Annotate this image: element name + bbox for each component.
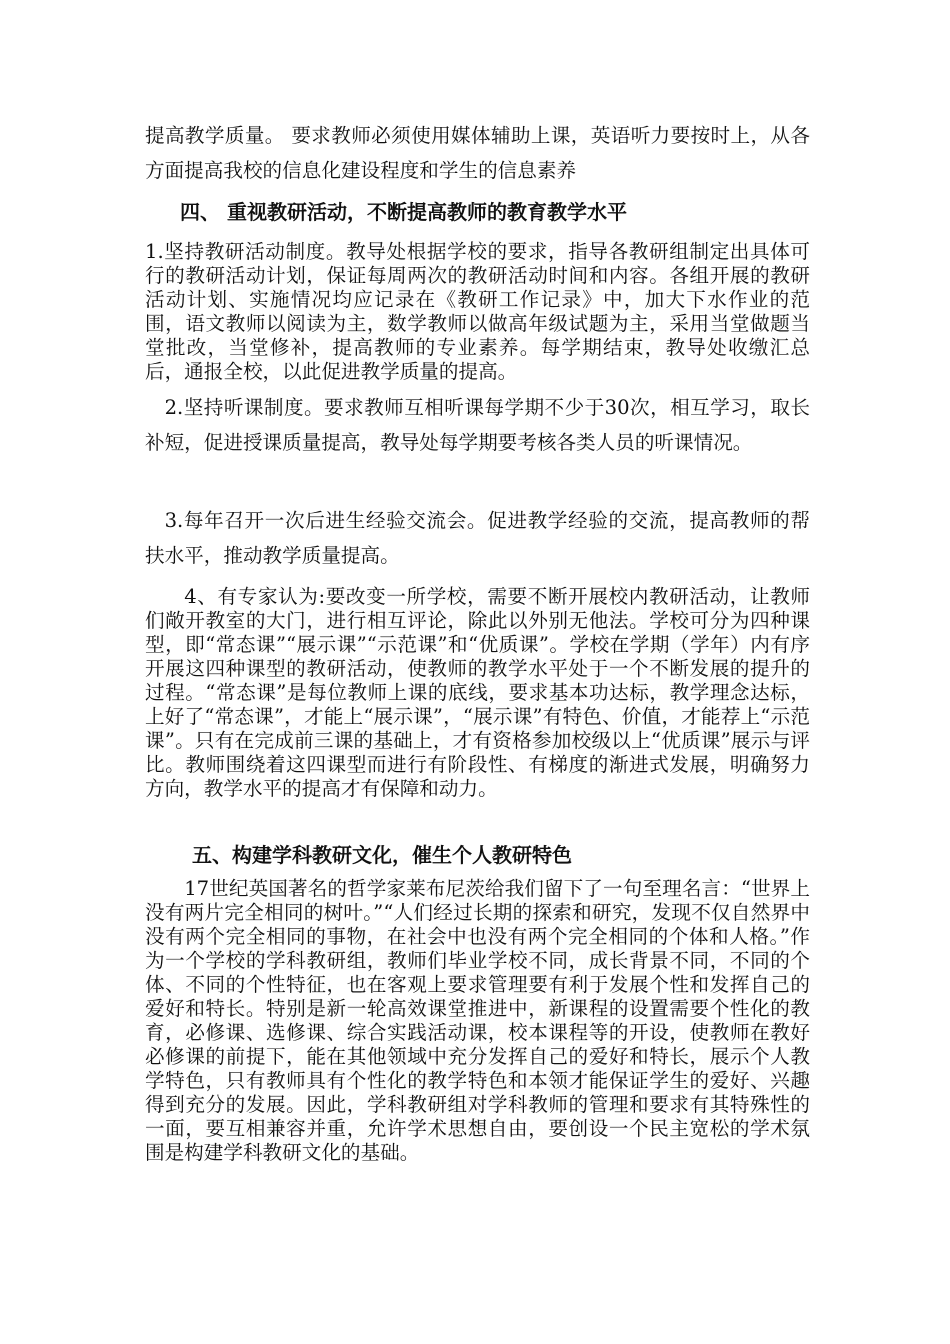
section-four-item-4-block: [145, 585, 810, 801]
section-four-item-2: 2.坚持听课制度。要求教师互相听课每学期不少于30次，相互学习，取长补短，促进授课质量提高，教导处每学期要考核各类人员的听课情况。: [145, 396, 810, 454]
section-five-heading-block: [192, 841, 810, 869]
intro-paragraph: 提高教学质量。 要求教师必须使用媒体辅助上课，英语听力要按时上，从各方面提高我校的信息化建设程度和学生的信息素养: [145, 124, 810, 182]
section-four-item-3-block: [145, 503, 810, 573]
section-four-item-1-block: [145, 240, 810, 384]
intro-paragraph-block: [145, 118, 810, 188]
section-five-paragraph: 17世纪英国著名的哲学家莱布尼茨给我们留下了一句至理名言：“世界上没有两片完全相同的树叶。”“人们经过长期的探索和研究，发现不仅自然界中没有两个完全相同的事物，在社会中也没有两个完全相同的个体和人格。”作为一个学校的学科教研组，教师们毕业学校不同，成长背景不同，不同的个体、不同的个性特征，也在客观上要求管理要有利于发展个性和发挥自己的爱好和特长。特别是新一轮高效课堂推进中，新课程的设置需要个性化的教育，必修课、选修课、综合实践活动课，校本课程等的开设，使教师在教好必修课的前提下，能在其他领域中充分发挥自己的爱好和特长，展示个人教学特色，只有教师具有个性化的教学特色和本领才能保证学生的爱好、兴趣得到充分的发展。因此，学科教研组对学科教师的管理和要求有其特殊性的一面，要互相兼容并重，允许学术思想自由，要创设一个民主宽松的学术氛围是构建学科教研文化的基础。: [145, 877, 810, 1164]
section-five-paragraph-block: [145, 877, 810, 1165]
section-four-heading: 四、 重视教研活动，不断提高教师的教育教学水平: [180, 200, 627, 224]
section-four-item-3: 3.每年召开一次后进生经验交流会。促进教学经验的交流，提高教师的帮扶水平，推动教学质量提高。: [145, 509, 810, 567]
section-four-item-4: 4、有专家认为:要改变一所学校，需要不断开展校内教研活动，让教师们敞开教室的大门，进行相互评论，除此以外别无他法。学校可分为四种课型，即“常态课”“展示课”“示范课”和“优质课”。学校在学期（学年）内有序开展这四种课型的教研活动，使教师的教学水平处于一个不断发展的提升的过程。“常态课”是每位教师上课的底线，要求基本功达标，教学理念达标，上好了“常态课”，才能上“展示课”，“展示课”有特色、价值，才能荐上“示范课”。只有在完成前三课的基础上，才有资格参加校级以上“优质课”展示与评比。教师围绕着这四课型而进行有阶段性、有梯度的渐进式发展，明确努力方向，教学水平的提高才有保障和动力。: [145, 585, 810, 800]
section-five-heading: 五、构建学科教研文化，催生个人教研特色: [192, 843, 572, 867]
section-four-item-1: 1.坚持教研活动制度。教导处根据学校的要求，指导各教研组制定出具体可行的教研活动计划，保证每周两次的教研活动时间和内容。各组开展的教研活动计划、实施情况均应记录在《教研工作记录》中，加大下水作业的范围，语文教师以阅读为主，数学教师以做高年级试题为主，采用当堂做题当堂批改，当堂修补，提高教师的专业素养。每学期结束，教导处收缴汇总后，通报全校，以此促进教学质量的提高。: [145, 240, 810, 383]
section-four-item-2-block: [145, 390, 810, 460]
section-four-heading-block: [180, 198, 810, 226]
